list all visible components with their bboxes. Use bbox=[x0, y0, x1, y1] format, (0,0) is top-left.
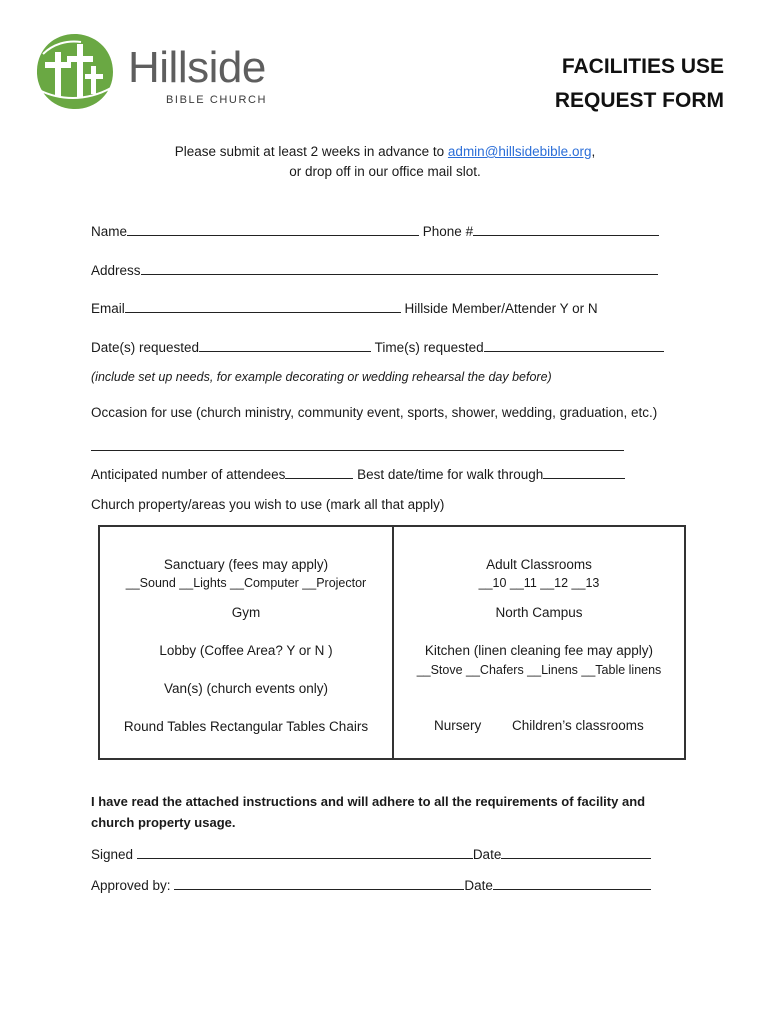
logo-subtitle: BIBLE CHURCH bbox=[166, 94, 268, 106]
approved-date-label: Date bbox=[464, 878, 493, 893]
intro-line-2: or drop off in our office mail slot. bbox=[289, 164, 481, 179]
email-label: Email bbox=[91, 301, 125, 316]
vans-option[interactable]: Van(s) (church events only) bbox=[163, 681, 329, 696]
adult-classrooms-option[interactable]: Adult Classrooms bbox=[486, 557, 592, 572]
member-label: Hillside Member/Attender Y or N bbox=[404, 301, 598, 316]
church-logo-icon bbox=[33, 30, 117, 112]
classroom-suboptions[interactable]: __10 __11 __12 __13 bbox=[478, 576, 600, 590]
times-field[interactable] bbox=[484, 338, 664, 352]
areas-label: Church property/areas you wish to use (mark all that apply) bbox=[91, 497, 445, 512]
childrens-classrooms-option[interactable]: Children’s classrooms bbox=[512, 718, 644, 733]
name-phone-row bbox=[91, 222, 659, 241]
approved-label: Approved by: bbox=[91, 878, 171, 893]
logo-name: Hillside bbox=[128, 43, 266, 92]
attendees-label: Anticipated number of attendees bbox=[91, 467, 286, 482]
attendees-field[interactable] bbox=[285, 465, 353, 479]
agreement-line-1: I have read the attached instructions and will adhere to all the requirements of facility and bbox=[91, 794, 646, 809]
email-row bbox=[91, 299, 598, 318]
intro-suffix: , bbox=[591, 144, 596, 159]
nursery-option[interactable]: Nursery bbox=[434, 718, 482, 733]
address-field[interactable] bbox=[141, 261, 658, 275]
lobby-option[interactable]: Lobby (Coffee Area? Y or N ) bbox=[159, 643, 333, 658]
dates-field[interactable] bbox=[199, 338, 371, 352]
gym-option[interactable]: Gym bbox=[231, 605, 261, 620]
signed-row bbox=[91, 845, 651, 864]
dates-row bbox=[91, 338, 664, 357]
areas-grid bbox=[98, 525, 686, 760]
sanctuary-suboptions[interactable]: __Sound __Lights __Computer __Projector bbox=[125, 576, 367, 590]
address-label: Address bbox=[91, 263, 141, 278]
attendees-row bbox=[91, 465, 625, 484]
agreement-line-2: church property usage. bbox=[91, 815, 236, 830]
email-field[interactable] bbox=[125, 299, 401, 313]
phone-label: Phone # bbox=[422, 224, 474, 239]
kitchen-option[interactable]: Kitchen (linen cleaning fee may apply) bbox=[424, 643, 654, 658]
name-label: Name bbox=[91, 224, 128, 239]
times-label: Time(s) requested bbox=[374, 340, 484, 355]
signed-date-field[interactable] bbox=[501, 845, 651, 859]
intro-prefix: Please submit at least 2 weeks in advance to bbox=[174, 144, 448, 159]
signed-label: Signed bbox=[91, 847, 134, 862]
tables-option[interactable]: Round Tables Rectangular Tables Chairs bbox=[123, 719, 369, 734]
signed-date-label: Date bbox=[472, 847, 502, 862]
sanctuary-option[interactable]: Sanctuary (fees may apply) bbox=[163, 557, 329, 572]
name-field[interactable] bbox=[127, 222, 419, 236]
occasion-field[interactable] bbox=[91, 450, 624, 451]
kitchen-suboptions[interactable]: __Stove __Chafers __Linens __Table linens bbox=[416, 663, 662, 677]
approved-field[interactable] bbox=[174, 876, 464, 890]
intro-line-1 bbox=[0, 142, 770, 162]
walkthrough-label: Best date/time for walk through bbox=[357, 467, 544, 482]
phone-field[interactable] bbox=[473, 222, 659, 236]
occasion-label: Occasion for use (church ministry, community event, sports, shower, wedding, graduation, etc.) bbox=[91, 405, 658, 420]
approved-date-field[interactable] bbox=[493, 876, 651, 890]
signature-field[interactable] bbox=[137, 845, 473, 859]
address-row bbox=[91, 261, 658, 280]
email-link[interactable]: admin@hillsidebible.org bbox=[447, 144, 592, 159]
north-campus-option[interactable]: North Campus bbox=[495, 605, 583, 620]
title-line-1: FACILITIES USE bbox=[561, 55, 724, 78]
page-title bbox=[555, 50, 724, 118]
setup-note: (include set up needs, for example decorating or wedding rehearsal the day before) bbox=[91, 370, 552, 384]
title-line-2: REQUEST FORM bbox=[554, 89, 724, 112]
approved-row bbox=[91, 876, 651, 895]
dates-label: Date(s) requested bbox=[91, 340, 200, 355]
walkthrough-field[interactable] bbox=[543, 465, 625, 479]
